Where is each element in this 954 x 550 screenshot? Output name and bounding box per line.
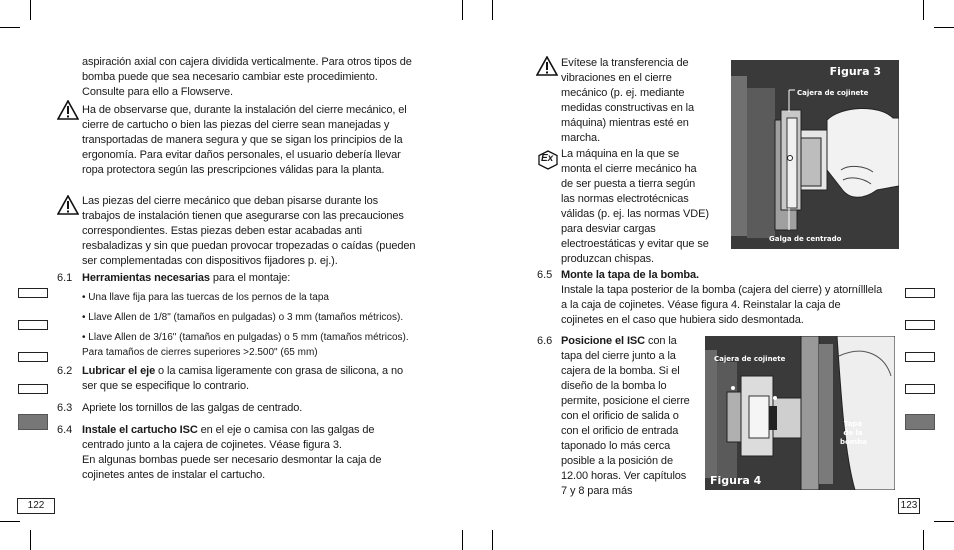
page-number: 122 xyxy=(17,498,55,514)
crop-mark xyxy=(0,521,20,522)
crop-mark xyxy=(492,0,493,20)
intro-paragraph: aspiración axial con cajera dividida verticalmente. Para otros tipos de bomba puede que sea necesario cambiar este procedimiento. Consulte para ello a Flowserve. xyxy=(82,56,412,98)
warning-icon xyxy=(57,195,79,215)
crop-mark xyxy=(30,530,31,550)
figure-4 xyxy=(705,336,895,490)
section-6-4-note: En algunas bombas puede ser necesario desmontar la caja de cojinetes antes de instalar el cartucho. xyxy=(82,454,382,481)
figure-3 xyxy=(731,60,899,249)
crop-mark xyxy=(30,0,31,20)
figure-label-bearing-housing: Cajera de cojinete xyxy=(797,89,869,97)
warning-ergonomics: Ha de observarse que, durante la instalación del cierre mecánico, el cierre de cartucho o bien las piezas del cierre sean manejadas y transportadas de manera segura y que se sigan los principios de la ergonomía. Para evitar daños personales, el usuario debería llevar ropa protectora según las prescripciones válidas para la planta. xyxy=(82,104,407,176)
crop-mark xyxy=(492,530,493,550)
section-tab xyxy=(18,384,48,394)
warning-icon xyxy=(536,56,558,76)
section-title: Posicione el ISC xyxy=(561,335,645,347)
crop-mark xyxy=(462,0,463,20)
section-title: Instale el cartucho ISC xyxy=(82,424,198,436)
section-number: 6.1 xyxy=(57,272,73,284)
list-item: • Llave Allen de 3/16" (tamaños en pulgadas) o 5 mm (tamaños métricos). Para tamaños de cierres superiores >2.500" (65 mm) xyxy=(82,330,412,360)
crop-mark xyxy=(923,530,924,550)
section-title: Monte la tapa de la bomba. xyxy=(561,269,699,281)
section-number: 6.3 xyxy=(57,402,73,414)
section-6-6 xyxy=(561,334,691,499)
figure-label-centering-clip: Galga de centrado xyxy=(769,235,842,243)
crop-mark xyxy=(0,27,20,28)
warning-slip: Las piezas del cierre mecánico que deban pisarse durante los trabajos de instalación tienen que asegurarse con las precauciones correspondientes. Estas piezas deben estar acabadas anti resbaladizas y sin que puedan provocar tropezadas o caídas (pueden ser complementadas con dispositivos fijadores p. ej.). xyxy=(82,195,416,267)
crop-mark xyxy=(923,0,924,20)
warning-icon xyxy=(57,100,79,120)
figure-label-pump-cover: Tapa de la bomba xyxy=(840,420,867,446)
section-title: Herramientas necesarias xyxy=(82,272,210,284)
section-6-5: Instale la tapa posterior de la bomba (cajera del cierre) y atornílllela a la caja de cojinetes. Véase figura 4. Reinstalar la caja de cojinetes en el caso que hubiera sido desmontada. xyxy=(561,284,883,326)
warning-vibration: Evítese la transferencia de vibraciones en el cierre mecánico (p. ej. mediante medidas constructivas en la máquina) mientras esté en marcha. xyxy=(561,57,695,144)
section-6-3: Apriete los tornillos de las galgas de centrado. xyxy=(82,402,303,414)
section-tab xyxy=(905,384,935,394)
section-title: Lubricar el eje xyxy=(82,365,156,377)
section-number: 6.2 xyxy=(57,365,73,377)
section-tab xyxy=(18,288,48,298)
section-tab xyxy=(905,320,935,330)
tool-list xyxy=(82,290,422,360)
ex-explosion-icon xyxy=(537,150,559,170)
section-number: 6.6 xyxy=(537,335,553,347)
section-tab xyxy=(905,288,935,298)
figure-label-bearing-housing: Cajera de cojinete xyxy=(714,355,786,363)
ex-grounding-text: La máquina en la que se monta el cierre mecánico ha de ser puesta a tierra según las normas electrotécnicas válidas (p. ej. las normas VDE) para desviar cargas electroestáticas y evitar que se produzcan chispas. xyxy=(561,148,709,265)
figure-title: Figura 3 xyxy=(829,65,881,78)
section-number: 6.5 xyxy=(537,269,553,281)
section-6-1 xyxy=(82,271,417,286)
crop-mark xyxy=(934,27,954,28)
section-6-2 xyxy=(82,364,417,394)
section-6-4 xyxy=(82,423,417,453)
section-tab xyxy=(18,352,48,362)
section-number: 6.4 xyxy=(57,424,73,436)
section-text: o la camisa ligeramente con grasa de silicona, a no ser que se especifique lo contrario. xyxy=(82,365,404,392)
page-number: 123 xyxy=(898,498,920,514)
section-tab-active xyxy=(905,414,935,430)
section-tab xyxy=(18,320,48,330)
crop-mark xyxy=(462,530,463,550)
crop-mark xyxy=(934,521,954,522)
section-tab xyxy=(905,352,935,362)
section-text: para el montaje: xyxy=(209,272,291,284)
figure-title: Figura 4 xyxy=(710,474,762,487)
list-item: • Una llave fija para las tuercas de los pernos de la tapa xyxy=(82,290,422,305)
ex-symbol-text: Ex xyxy=(541,153,554,164)
section-tab-active xyxy=(18,414,48,430)
section-text: con la tapa del cierre junto a la cajera de la bomba. Si el diseño de la bomba lo permite, posicione el cierre con el orificio de salida o con el orificio de entrada taponado lo más cerca posible a la posición de 12.00 horas. Ver capítulos 7 y 8 para más xyxy=(561,335,690,497)
list-item: • Llave Allen de 1/8" (tamaños en pulgadas) o 3 mm (tamaños métricos). xyxy=(82,310,422,325)
section-text: en el eje o camisa con las galgas de centrado junto a la cajera de cojinetes. Véase figura 3. xyxy=(82,424,375,451)
